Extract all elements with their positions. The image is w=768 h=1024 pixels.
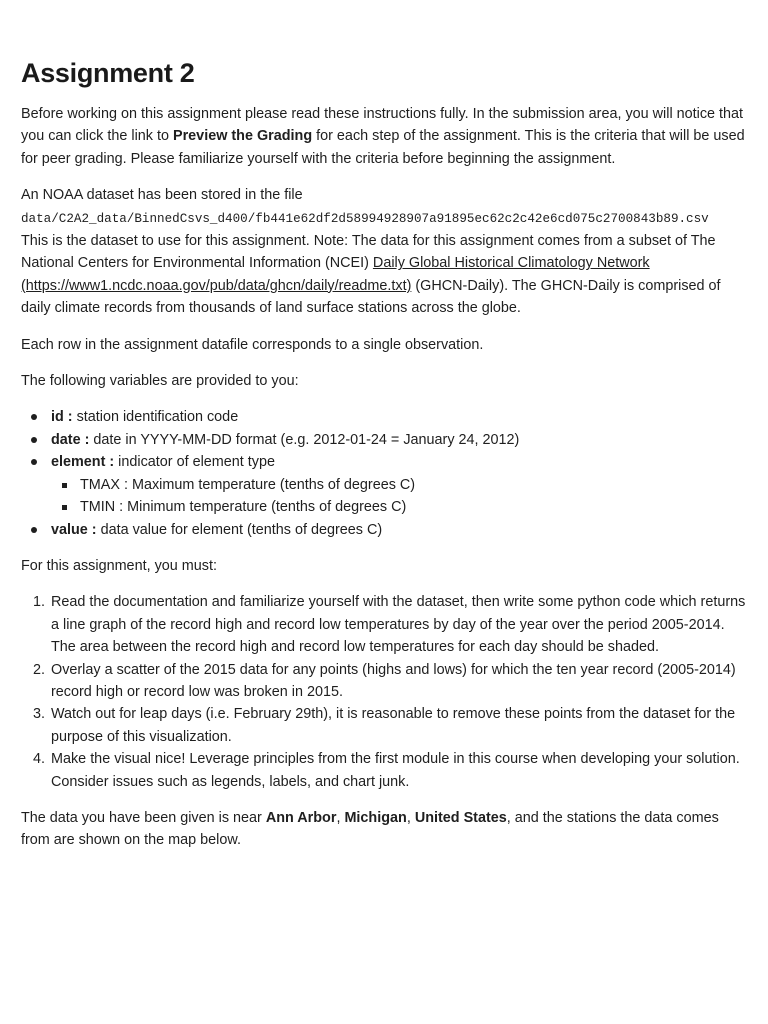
location-country: United States: [414, 809, 507, 826]
variables-list: [21, 406, 746, 540]
list-item: TMAX : Maximum temperature (tenths of degrees C): [80, 474, 746, 496]
list-item: value : data value for element (tenths of degrees C): [51, 519, 746, 541]
location-city: Ann Arbor: [265, 809, 337, 826]
location-paragraph: The data you have been given is near Ann Arbor, Michigan, United States, and the stations the data comes from are shown on the map below.: [21, 809, 719, 849]
page-title: Assignment 2: [21, 58, 195, 88]
list-item: Watch out for leap days (i.e. February 29th), it is reasonable to remove these points from the dataset for the purpose of this visualization.: [51, 706, 736, 745]
dataset-paragraph: An NOAA dataset has been stored in the file data/C2A2_data/BinnedCsvs_d400/fb441e62df2d58994928907a91895ec62c2c42e6cd075c2700843b89.csv This is the dataset to use for this assignment. Note: The data for this assignment comes from a subset of The National Centers for Environmental Information (NCEI) Daily Global Historical Climatology Network (https://www1.ncdc.noaa.gov/pub/data/ghcn/daily/readme.txt) (GHCN-Daily). The GHCN-Daily is comprised of daily climate records from thousands of land surface stations across the globe.: [21, 187, 721, 317]
rows-note: Each row in the assignment datafile corresponds to a single observation.: [21, 336, 484, 353]
variables-intro: The following variables are provided to you:: [21, 373, 299, 390]
list-item: Make the visual nice! Leverage principles from the first module in this course when developing your solution. Consider issues such as legends, labels, and chart junk.: [51, 751, 740, 790]
element-types-list: [51, 474, 746, 519]
list-item: Read the documentation and familiarize yourself with the dataset, then write some python code which returns a line graph of the record high and record low temperatures by day of the year over the period 2005-2014. The area between the record high and record low temperatures for each day should be shaded.: [51, 594, 746, 656]
preview-grading-text: Preview the Grading: [172, 128, 313, 145]
location-state: Michigan: [344, 809, 407, 826]
dataset-file-path: data/C2A2_data/BinnedCsvs_d400/fb441e62df2d58994928907a91895ec62c2c42e6cd075c2700843b89.csv: [21, 211, 709, 226]
requirements-list: [21, 591, 746, 793]
list-item: Overlay a scatter of the 2015 data for any points (highs and lows) for which the ten year record (2005-2014) record high or record low was broken in 2015.: [51, 661, 736, 700]
ghcn-readme-link[interactable]: (https://www1.ncdc.noaa.gov/pub/data/ghcn/daily/readme.txt): [21, 277, 412, 294]
list-item: date : date in YYYY-MM-DD format (e.g. 2012-01-24 = January 24, 2012): [51, 429, 746, 451]
dataset-lead: An NOAA dataset has been stored in the file: [21, 187, 303, 204]
ghcn-daily-link[interactable]: Daily Global Historical Climatology Network: [372, 255, 650, 272]
list-item: element : indicator of element type TMAX : Maximum temperature (tenths of degrees C) TMIN : Minimum temperature (tenths of degrees C): [51, 451, 746, 518]
list-item: id : station identification code: [51, 406, 746, 428]
intro-paragraph: Before working on this assignment please read these instructions fully. In the submission area, you will notice that you can click the link to Preview the Grading for each step of the assignment. This is the criteria that will be used for peer grading. Please familiarize yourself with the criteria before beginning the assignment.: [21, 106, 745, 167]
requirements-intro: For this assignment, you must:: [21, 557, 217, 574]
list-item: TMIN : Minimum temperature (tenths of degrees C): [80, 496, 746, 518]
